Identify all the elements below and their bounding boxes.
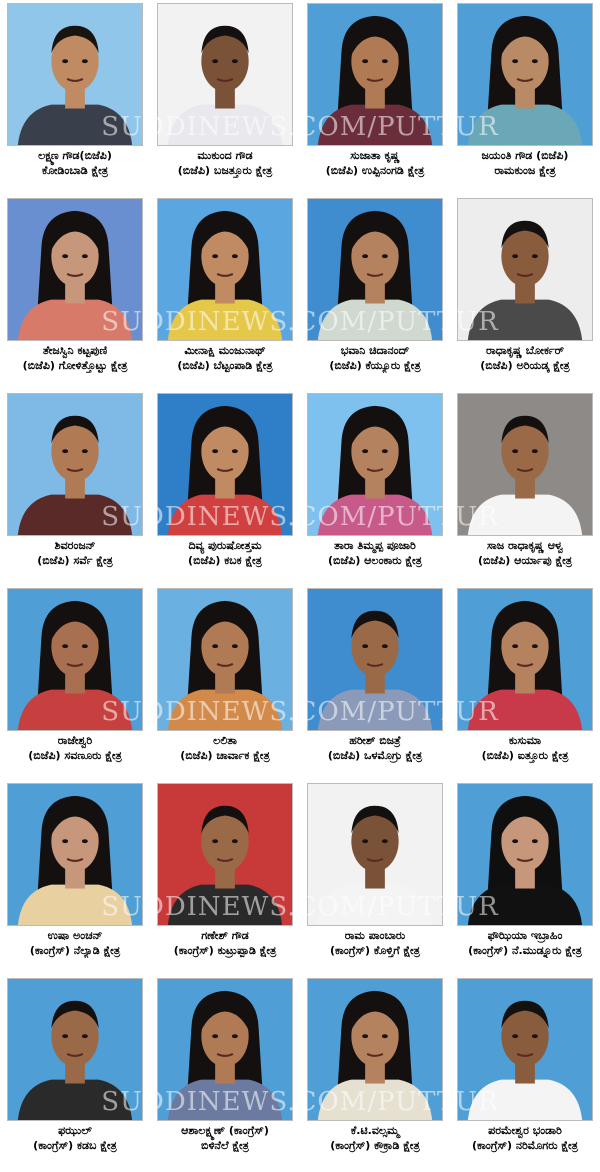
candidate-constituency: (ಬಿಜೆಪಿ) ಕಬಕ ಕ್ಷೇತ್ರ	[188, 554, 262, 567]
candidate-card	[0, 0, 150, 195]
candidate-card	[300, 975, 450, 1170]
portrait-left-eye	[62, 839, 68, 843]
candidate-constituency: (ಕಾಂಗ್ರೆಸ್) ಕೌಕ್ರಾಡಿ ಕ್ಷೇತ್ರ	[330, 1139, 420, 1152]
portrait-right-eye	[532, 839, 538, 843]
candidate-constituency: (ಬಿಜೆಪಿ) ಆರ್ಯಾಪು ಕ್ಷೇತ್ರ	[477, 554, 573, 567]
candidate-constituency: (ಬಿಜೆಪಿ) ಚಾರ್ವಾಕ ಕ್ಷೇತ್ರ	[180, 749, 270, 762]
candidate-constituency: (ಬಿಜೆಪಿ) ಆಲಂಕಾರು ಕ್ಷೇತ್ರ	[328, 554, 422, 567]
portrait-illustration	[8, 979, 142, 1120]
portrait-illustration	[8, 199, 142, 340]
candidate-name: ರಾಮ ಪಾಂಬಾರು	[344, 929, 406, 942]
portrait-right-eye	[382, 839, 388, 843]
portrait-neck	[215, 674, 235, 694]
candidate-card	[0, 975, 150, 1170]
portrait-illustration	[458, 784, 592, 925]
candidate-row	[0, 0, 600, 195]
portrait-right-eye	[532, 1034, 538, 1038]
candidate-caption	[450, 928, 600, 958]
watermark-text: SUDDINEWS.COM/PUTTUR	[101, 112, 499, 142]
portrait-neck	[65, 284, 85, 304]
candidate-caption	[0, 733, 150, 763]
candidate-caption	[0, 1123, 150, 1153]
portrait-illustration	[8, 589, 142, 730]
candidate-name: ಮುಕುಂದ ಗೌಡ	[197, 149, 253, 162]
candidate-name: ರಾಜೇಶ್ವರಿ	[57, 734, 93, 747]
watermark-text: SUDDINEWS.COM/PUTTUR	[101, 1087, 499, 1117]
candidate-name: ಫಝುಲ್	[58, 1124, 92, 1137]
candidate-caption	[150, 538, 300, 568]
watermark-text: SUDDINEWS.COM/PUTTUR	[101, 307, 499, 337]
candidate-name: ಮೀನಾಕ್ಷಿ ಮಂಜುನಾಥ್	[184, 344, 266, 357]
candidate-photo	[157, 393, 293, 536]
candidate-caption	[450, 733, 600, 763]
portrait-left-eye	[512, 644, 518, 648]
candidate-constituency: (ಕಾಂಗ್ರೆಸ್) ಕಡಬ ಕ್ಷೇತ್ರ	[33, 1139, 117, 1152]
portrait-left-eye	[512, 449, 518, 453]
portrait-left-eye	[62, 1034, 68, 1038]
candidate-caption	[300, 538, 450, 568]
portrait-illustration	[158, 199, 292, 340]
candidate-caption	[450, 343, 600, 373]
candidate-constituency: (ಬಿಜೆಪಿ) ಕೆಯ್ಯೂರು ಕ್ಷೇತ್ರ	[329, 359, 421, 372]
portrait-neck	[65, 674, 85, 694]
portrait-right-eye	[232, 59, 238, 63]
candidate-photo	[457, 3, 593, 146]
portrait-illustration	[308, 394, 442, 535]
portrait-right-eye	[82, 839, 88, 843]
portrait-right-eye	[82, 644, 88, 648]
portrait-left-eye	[512, 1034, 518, 1038]
candidate-caption	[150, 733, 300, 763]
portrait-neck	[215, 479, 235, 499]
portrait-illustration	[8, 4, 142, 145]
portrait-left-eye	[62, 449, 68, 453]
portrait-right-eye	[532, 449, 538, 453]
candidate-photo	[457, 978, 593, 1121]
candidate-card	[300, 780, 450, 975]
candidate-name: ಉಷಾ ಅಂಚನ್	[47, 929, 103, 942]
candidate-name: ಕೆ.ಟಿ.ವಲ್ಸಮ್ಮ	[350, 1124, 400, 1137]
portrait-right-eye	[232, 254, 238, 258]
candidate-caption	[150, 1123, 300, 1153]
candidate-card	[450, 390, 600, 585]
portrait-illustration	[458, 979, 592, 1120]
candidate-name: ರಾಧಾಕೃಷ್ಣ ಬೋರ್ಕರ್	[486, 344, 564, 357]
candidate-row	[0, 390, 600, 585]
candidate-photo	[157, 3, 293, 146]
portrait-illustration	[458, 394, 592, 535]
portrait-neck	[215, 1064, 235, 1084]
portrait-left-eye	[212, 254, 218, 258]
candidate-caption	[450, 538, 600, 568]
candidate-constituency: (ಕಾಂಗ್ರೆಸ್) ಕೊಳ್ತಿಗೆ ಕ್ಷೇತ್ರ	[330, 944, 420, 957]
portrait-neck	[365, 674, 385, 694]
candidate-card	[150, 585, 300, 780]
candidate-constituency: (ಬಿಜೆಪಿ) ಐತ್ತೂರು ಕ್ಷೇತ್ರ	[481, 749, 569, 762]
candidate-name: ತಾರಾ ತಿಮ್ಮಪ್ಪ ಪೂಜಾರಿ	[334, 539, 416, 552]
candidate-card	[150, 390, 300, 585]
candidate-photo	[7, 3, 143, 146]
portrait-illustration	[8, 394, 142, 535]
candidate-caption	[450, 148, 600, 178]
watermark-text: SUDDINEWS.COM/PUTTUR	[101, 892, 499, 922]
portrait-right-eye	[82, 1034, 88, 1038]
portrait-right-eye	[382, 254, 388, 258]
candidate-caption	[150, 928, 300, 958]
candidate-constituency: (ಬಿಜೆಪಿ) ಬೆಟ್ಟಂಪಾಡಿ ಕ್ಷೇತ್ರ	[177, 359, 273, 372]
candidate-card	[300, 390, 450, 585]
candidate-card	[300, 585, 450, 780]
candidate-name: ಸುಜಾತಾ ಕೃಷ್ಣ	[350, 149, 400, 162]
candidate-constituency: (ಬಿಜೆಪಿ) ಸವಣೂರು ಕ್ಷೇತ್ರ	[28, 749, 122, 762]
candidate-row	[0, 780, 600, 975]
portrait-right-eye	[382, 644, 388, 648]
portrait-neck	[515, 674, 535, 694]
candidate-card	[450, 0, 600, 195]
portrait-left-eye	[62, 59, 68, 63]
candidate-card	[450, 780, 600, 975]
portrait-neck	[365, 479, 385, 499]
candidate-constituency: (ಬಿಜೆಪಿ) ಗೋಳಿತ್ತೊಟ್ಟು ಕ್ಷೇತ್ರ	[22, 359, 128, 372]
portrait-illustration	[158, 589, 292, 730]
portrait-neck	[65, 479, 85, 499]
portrait-left-eye	[62, 644, 68, 648]
candidate-photo	[157, 198, 293, 341]
candidate-photo	[307, 588, 443, 731]
candidate-photo	[457, 393, 593, 536]
candidate-photo	[457, 783, 593, 926]
candidate-constituency: (ಕಾಂಗ್ರೆಸ್) ನರಿಮೊಗರು ಕ್ಷೇತ್ರ	[472, 1139, 578, 1152]
portrait-left-eye	[212, 644, 218, 648]
candidate-constituency: (ಕಾಂಗ್ರೆಸ್) ಕುಟ್ರುಪ್ಪಾಡಿ ಕ್ಷೇತ್ರ	[173, 944, 277, 957]
portrait-left-eye	[362, 1034, 368, 1038]
candidate-photo	[307, 783, 443, 926]
portrait-right-eye	[82, 449, 88, 453]
portrait-left-eye	[362, 254, 368, 258]
portrait-illustration	[308, 784, 442, 925]
portrait-left-eye	[512, 254, 518, 258]
candidate-card	[150, 975, 300, 1170]
portrait-right-eye	[382, 449, 388, 453]
candidate-name: ಜಯಂತಿ ಗೌಡ (ಬಿಜೆಪಿ)	[481, 149, 569, 162]
portrait-illustration	[158, 394, 292, 535]
portrait-left-eye	[212, 59, 218, 63]
portrait-illustration	[458, 589, 592, 730]
candidate-photo	[157, 978, 293, 1121]
portrait-illustration	[308, 979, 442, 1120]
portrait-right-eye	[82, 254, 88, 258]
portrait-right-eye	[382, 59, 388, 63]
portrait-left-eye	[362, 59, 368, 63]
candidate-card	[300, 195, 450, 390]
candidate-caption	[450, 1123, 600, 1153]
candidate-photo	[457, 588, 593, 731]
candidate-name: ಲಲಿತಾ	[213, 734, 237, 747]
portrait-left-eye	[62, 254, 68, 258]
candidate-photo	[307, 393, 443, 536]
portrait-right-eye	[232, 1034, 238, 1038]
portrait-neck	[65, 869, 85, 889]
candidate-card	[150, 195, 300, 390]
candidate-photo	[7, 198, 143, 341]
candidate-card	[300, 0, 450, 195]
candidate-caption	[0, 343, 150, 373]
portrait-right-eye	[382, 1034, 388, 1038]
portrait-neck	[515, 869, 535, 889]
candidate-card	[0, 585, 150, 780]
candidate-card	[450, 195, 600, 390]
candidate-card	[0, 195, 150, 390]
portrait-illustration	[8, 784, 142, 925]
candidate-name: ಭವಾನಿ ಚಿದಾನಂದ್	[340, 344, 410, 357]
candidate-photo	[457, 198, 593, 341]
portrait-right-eye	[232, 644, 238, 648]
candidate-caption	[0, 928, 150, 958]
candidate-constituency: (ಕಾಂಗ್ರೆಸ್) ನೆ.ಮುಡ್ನೂರು ಕ್ಷೇತ್ರ	[468, 944, 582, 957]
candidate-row	[0, 195, 600, 390]
portrait-left-eye	[362, 644, 368, 648]
candidate-caption	[150, 148, 300, 178]
candidate-constituency: (ಬಿಜೆಪಿ) ಒಳಮೊಗ್ರು ಕ್ಷೇತ್ರ	[327, 749, 423, 762]
portrait-illustration	[458, 199, 592, 340]
candidate-constituency: ಕೋಡಿಂಬಾಡಿ ಕ್ಷೇತ್ರ	[41, 164, 109, 177]
candidate-constituency: ಬಿಳಿನೆಲೆ ಕ್ಷೇತ್ರ	[201, 1139, 249, 1152]
portrait-neck	[365, 1064, 385, 1084]
portrait-neck	[365, 869, 385, 889]
candidate-row	[0, 975, 600, 1170]
portrait-left-eye	[212, 449, 218, 453]
candidate-caption	[300, 343, 450, 373]
candidate-row	[0, 585, 600, 780]
portrait-illustration	[308, 4, 442, 145]
portrait-illustration	[458, 4, 592, 145]
candidate-caption	[150, 343, 300, 373]
candidate-card	[0, 780, 150, 975]
candidate-name: ಆಶಾಲಕ್ಷ್ಮಣ್ (ಕಾಂಗ್ರೆಸ್)	[181, 1124, 269, 1137]
candidate-caption	[300, 148, 450, 178]
candidate-name: ದಿವ್ಯ ಪುರುಷೋತ್ತಮ	[188, 539, 262, 552]
candidate-card	[450, 975, 600, 1170]
candidate-card	[150, 0, 300, 195]
candidate-photo	[307, 3, 443, 146]
portrait-neck	[515, 284, 535, 304]
watermark-text: SUDDINEWS.COM/PUTTUR	[101, 697, 499, 727]
candidate-caption	[300, 1123, 450, 1153]
portrait-illustration	[158, 979, 292, 1120]
candidate-name: ಲಕ್ಷ್ಮಣ ಗೌಡ(ಬಿಜೆಪಿ)	[38, 149, 112, 162]
candidate-photo	[7, 783, 143, 926]
portrait-right-eye	[232, 449, 238, 453]
candidate-photo	[157, 588, 293, 731]
candidate-constituency: (ಬಿಜೆಪಿ) ಅರಿಯಡ್ಕ ಕ್ಷೇತ್ರ	[480, 359, 570, 372]
portrait-left-eye	[512, 839, 518, 843]
candidate-caption	[0, 148, 150, 178]
candidate-constituency: ರಾಮಕುಂಜ ಕ್ಷೇತ್ರ	[494, 164, 556, 177]
portrait-neck	[515, 479, 535, 499]
candidate-card	[450, 585, 600, 780]
portrait-left-eye	[362, 449, 368, 453]
candidate-photo	[7, 393, 143, 536]
portrait-right-eye	[232, 839, 238, 843]
candidate-photo	[7, 588, 143, 731]
candidate-caption	[300, 733, 450, 763]
candidate-name: ಫೌಝಿಯಾ ಇಬ್ರಾಹಿಂ	[487, 929, 563, 942]
candidate-name: ಶಿವರಂಜನ್	[54, 539, 96, 552]
portrait-illustration	[308, 199, 442, 340]
portrait-right-eye	[532, 59, 538, 63]
candidate-name: ಹರೀಶ್ ಬಿಜತ್ರೆ	[349, 734, 401, 747]
candidate-card	[150, 780, 300, 975]
candidate-constituency: (ಕಾಂಗ್ರೆಸ್) ನೆಲ್ಯಾಡಿ ಕ್ಷೇತ್ರ	[29, 944, 121, 957]
portrait-left-eye	[362, 839, 368, 843]
candidate-photo	[307, 978, 443, 1121]
portrait-illustration	[158, 784, 292, 925]
portrait-right-eye	[532, 644, 538, 648]
candidate-constituency: (ಬಿಜೆಪಿ) ಬಜತ್ತೂರು ಕ್ಷೇತ್ರ	[177, 164, 273, 177]
portrait-illustration	[308, 589, 442, 730]
portrait-neck	[215, 869, 235, 889]
portrait-neck	[515, 1064, 535, 1084]
candidate-card	[0, 390, 150, 585]
candidate-name: ಗಣೇಶ್ ಗೌಡ	[201, 929, 249, 942]
portrait-left-eye	[212, 1034, 218, 1038]
watermark-text: SUDDINEWS.COM/PUTTUR	[101, 502, 499, 532]
portrait-right-eye	[532, 254, 538, 258]
candidate-constituency: (ಬಿಜೆಪಿ) ಉಪ್ಪಿನಂಗಡಿ ಕ್ಷೇತ್ರ	[325, 164, 425, 177]
portrait-illustration	[158, 4, 292, 145]
candidate-name: ಕುಸುಮಾ	[508, 734, 542, 747]
portrait-neck	[65, 1064, 85, 1084]
candidate-photo	[157, 783, 293, 926]
candidate-constituency: (ಬಿಜೆಪಿ) ಸರ್ವೆ ಕ್ಷೇತ್ರ	[37, 554, 113, 567]
portrait-neck	[215, 284, 235, 304]
candidate-photo	[307, 198, 443, 341]
candidate-name: ತೇಜಸ್ವಿನಿ ಕಟ್ಟಪುಣಿ	[42, 344, 108, 357]
candidate-name: ಪರಮೇಶ್ವರ ಭಂಡಾರಿ	[488, 1124, 562, 1137]
candidate-name: ಸಾಜ ರಾಧಾಕೃಷ್ಣ ಆಳ್ವ	[487, 539, 563, 552]
portrait-left-eye	[512, 59, 518, 63]
candidate-caption	[300, 928, 450, 958]
portrait-neck	[365, 284, 385, 304]
candidate-caption	[0, 538, 150, 568]
portrait-left-eye	[212, 839, 218, 843]
candidate-photo	[7, 978, 143, 1121]
portrait-right-eye	[82, 59, 88, 63]
